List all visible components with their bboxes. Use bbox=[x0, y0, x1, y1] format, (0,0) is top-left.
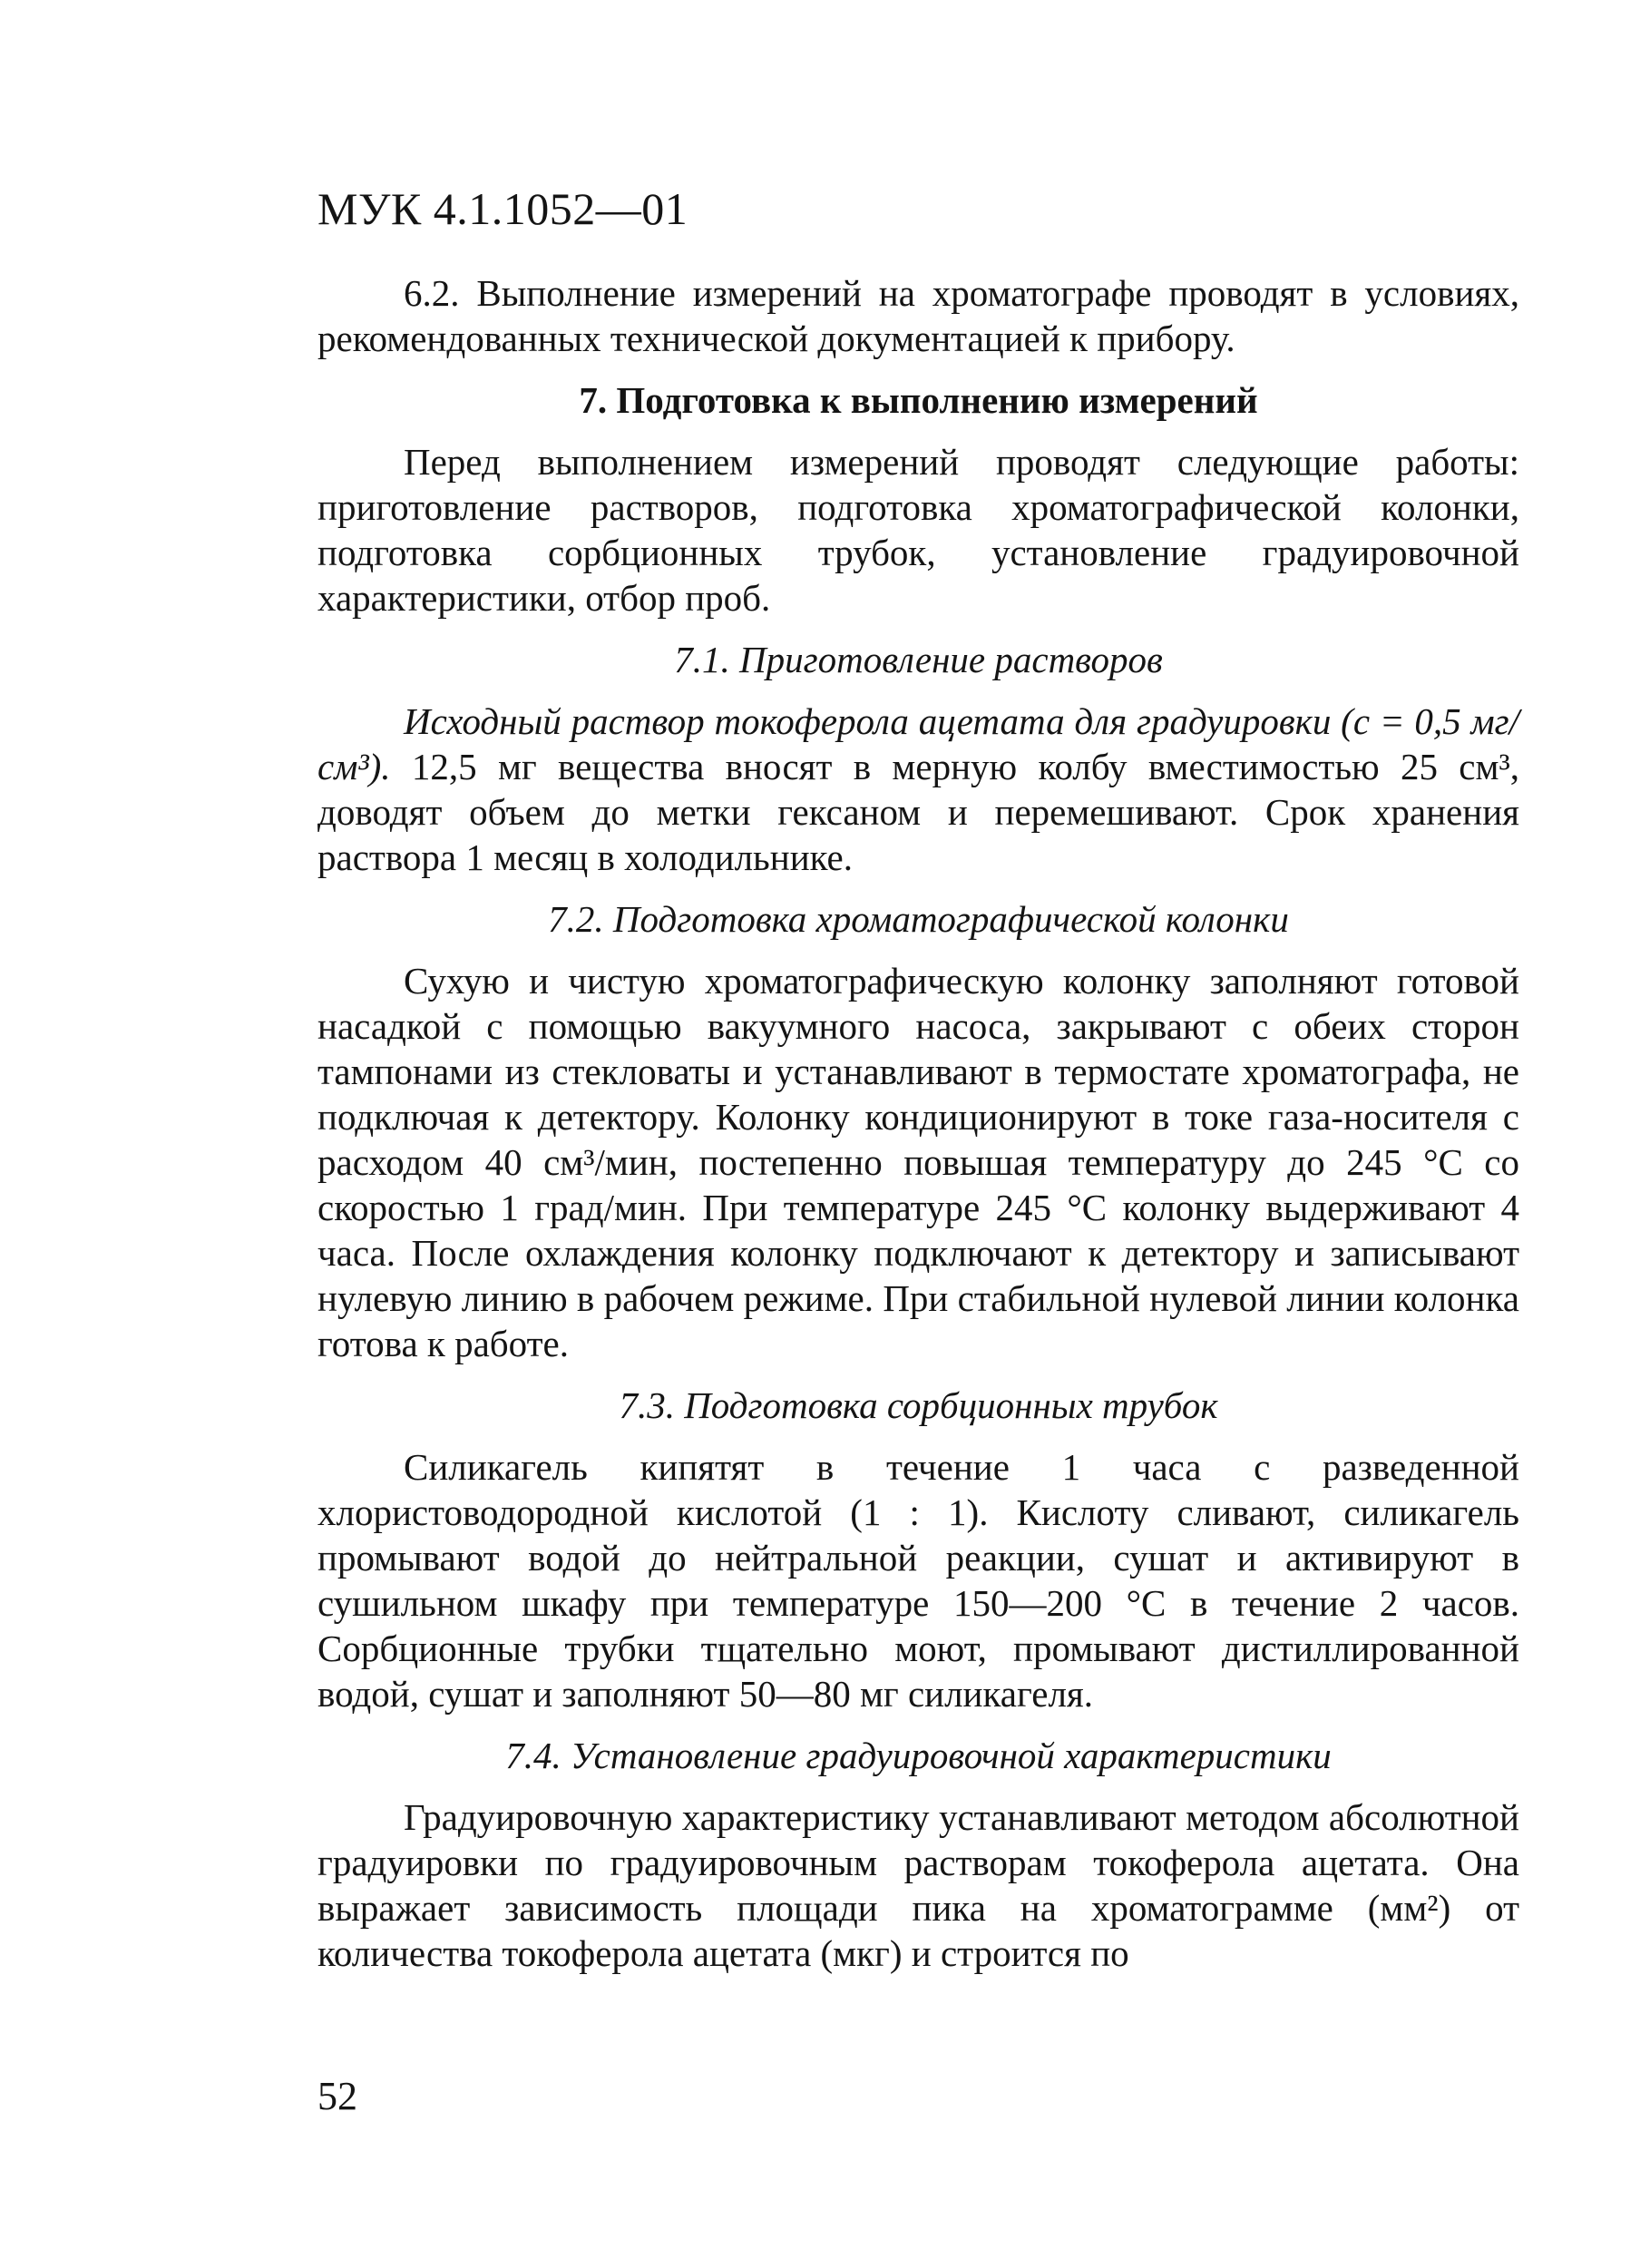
subsection-7-3-heading: 7.3. Подготовка сорбционных трубок bbox=[619, 1384, 1218, 1426]
subsection-7-1-paragraph bbox=[317, 699, 1519, 880]
document-page bbox=[317, 181, 1519, 1976]
subsection-7-1-lead: Исходный раствор токоферола ацетата для градуировки (с = 0,5 мг/см³). bbox=[317, 700, 1519, 787]
section-7-heading: 7. Подготовка к выполнению измерений bbox=[579, 379, 1258, 421]
subsection-7-3-paragraph: Силикагель кипятят в течение 1 часа с разведенной хлористоводородной кислотой (1 : 1). Кислоту сливают, силикагель промывают водой до нейтральной реакции, сушат и активируют в сушильном шкафу при температуре 150—200 °С в течение 2 часов. Сорбционные трубки тщательно моют, промывают дистиллированной водой, сушат и заполняют 50—80 мг силикагеля. bbox=[317, 1446, 1519, 1715]
paragraph-6-2: 6.2. Выполнение измерений на хроматографе проводят в условиях, рекомендованных технической документацией к прибору. bbox=[317, 272, 1519, 359]
section-7-intro: Перед выполнением измерений проводят следующие работы: приготовление растворов, подготовка хроматографической колонки, подготовка сорбционных трубок, установление градуировочной характеристики, отбор проб. bbox=[317, 441, 1519, 619]
subsection-7-1-text: 12,5 мг вещества вносят в мерную колбу вместимостью 25 см³, доводят объем до метки гексаном и перемешивают. Срок хранения раствора 1 месяц в холодильнике. bbox=[317, 746, 1519, 878]
subsection-7-1-heading: 7.1. Приготовление растворов bbox=[674, 639, 1163, 680]
document-code: МУК 4.1.1052—01 bbox=[317, 183, 688, 234]
subsection-7-2-heading: 7.2. Подготовка хроматографической колонки bbox=[548, 898, 1289, 940]
subsection-7-4-heading: 7.4. Установление градуировочной характеристики bbox=[505, 1735, 1332, 1776]
subsection-7-2-paragraph: Сухую и чистую хроматографическую колонку заполняют готовой насадкой с помощью вакуумного насоса, закрывают с обеих сторон тампонами из стекловаты и устанавливают в термостате хроматографа, не подключая к детектору. Колонку кондиционируют в токе газа-носителя с расходом 40 см³/мин, постепенно повышая температуру до 245 °С со скоростью 1 град/мин. При температуре 245 °С колонку выдерживают 4 часа. После охлаждения колонку подключают к детектору и записывают нулевую линию в рабочем режиме. При стабильной нулевой линии колонка готова к работе. bbox=[317, 960, 1519, 1364]
subsection-7-4-paragraph: Градуировочную характеристику устанавливают методом абсолютной градуировки по градуировочным растворам токоферола ацетата. Она выражает зависимость площади пика на хроматограмме (мм²) от количества токоферола ацетата (мкг) и строится по bbox=[317, 1796, 1519, 1974]
page-number: 52 bbox=[317, 2074, 357, 2118]
